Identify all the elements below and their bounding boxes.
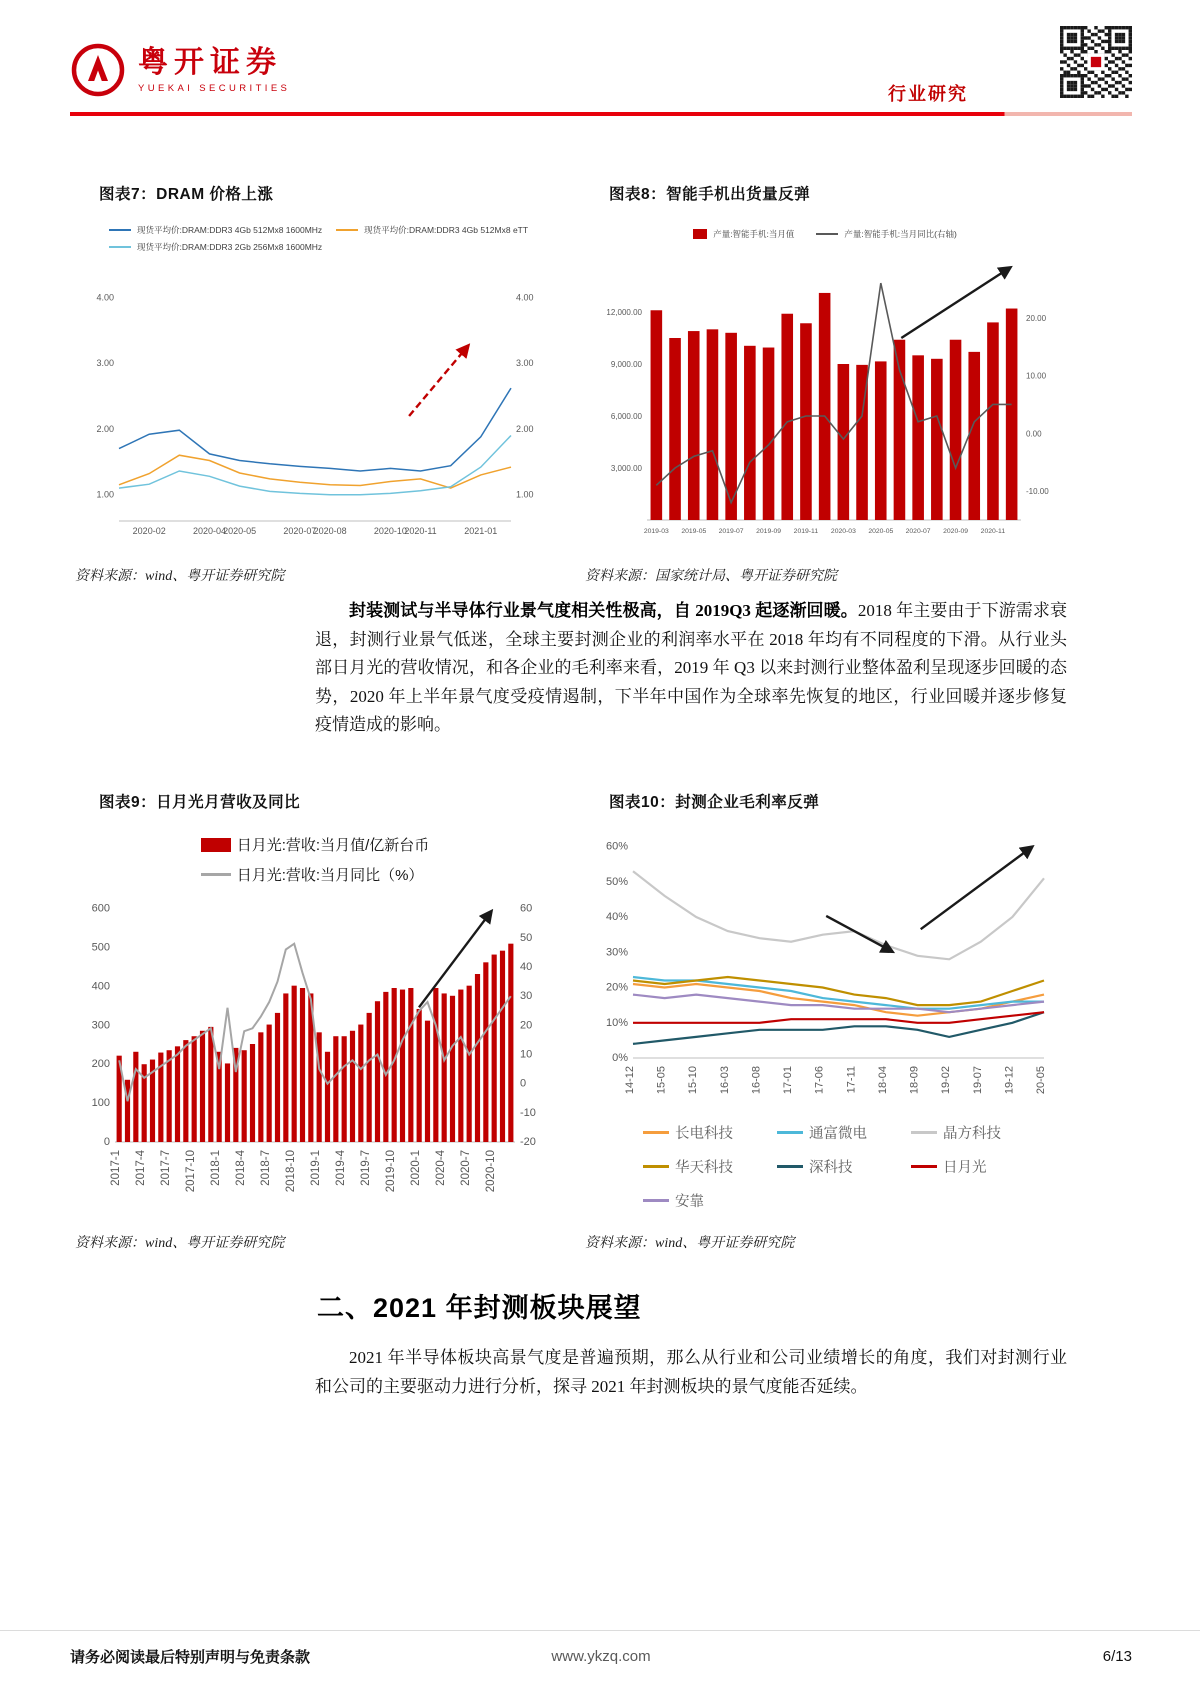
svg-text:1.00: 1.00 [516,489,534,500]
svg-text:100: 100 [91,1097,110,1110]
legend-marker-icon [643,1131,669,1134]
svg-text:10.00: 10.00 [1026,371,1047,381]
svg-text:17-01: 17-01 [782,1066,795,1095]
svg-text:30: 30 [520,990,533,1003]
body-paragraph-2: 2021 年半导体板块高景气度是普遍预期，那么从行业和公司业绩增长的角度，我们对封测行业和公司的主要驱动力进行分析，探寻 2021 年封测板块的景气度能否延续。 [315,1348,1067,1396]
svg-text:50: 50 [520,931,533,944]
brand-logo [70,42,290,98]
svg-text:60%: 60% [605,840,628,853]
legend-label: 通富微电 [809,1126,867,1142]
svg-text:2020-11: 2020-11 [980,528,1006,535]
ase-revenue-chart [75,887,555,1222]
svg-text:2019-05: 2019-05 [681,528,707,535]
legend-marker-icon [911,1131,937,1134]
figure-8-title: 图表8：智能手机出货量反弹 [609,186,811,203]
svg-text:2020-1: 2020-1 [410,1150,423,1186]
svg-text:20-05: 20-05 [1035,1066,1047,1095]
svg-text:15-10: 15-10 [687,1066,700,1095]
legend-label: 日月光:营收:当月同比（%） [236,867,424,884]
svg-text:2019-07: 2019-07 [718,528,744,535]
legend-label: 华天科技 [675,1160,733,1176]
brand-text [138,46,290,94]
svg-text:2020-7: 2020-7 [460,1150,473,1186]
legend-item [816,228,956,240]
svg-text:2020-08: 2020-08 [313,526,347,536]
figure-9 [75,790,555,1252]
legend-marker-icon [816,233,838,235]
qr-code-icon [1060,26,1132,98]
svg-text:2019-10: 2019-10 [385,1150,398,1193]
legend-marker-icon [201,873,231,876]
legend-item [201,834,430,855]
svg-text:16-08: 16-08 [750,1066,763,1095]
figure-8 [585,182,1065,585]
svg-text:17-06: 17-06 [813,1066,826,1095]
figures-row-1 [75,182,1065,585]
svg-text:-10: -10 [520,1106,536,1119]
legend-item [643,1190,733,1211]
svg-text:2017-1: 2017-1 [110,1150,123,1186]
legend-item [643,1156,733,1177]
legend-label: 日月光:营收:当月值/亿新台币 [236,837,430,854]
legend-label: 现货平均价:DRAM:DDR3 4Gb 512Mx8 eTT [364,225,529,235]
legend-item [911,1122,1001,1143]
legend-marker-icon [693,229,707,239]
legend-item [911,1156,1001,1177]
svg-text:20.00: 20.00 [1026,313,1047,323]
logo-icon [70,42,126,98]
figure-7-source: 资料来源：wind、粤开证券研究院 [75,569,285,584]
figures-row-2 [75,790,1065,1252]
figure-10-source: 资料来源：wind、粤开证券研究院 [585,1236,795,1251]
page-footer [70,1646,1132,1667]
legend-item [336,224,528,236]
svg-text:60: 60 [520,902,533,915]
figure-8-source: 资料来源：国家统计局、粤开证券研究院 [585,569,837,584]
gross-margin-chart [585,822,1065,1114]
svg-text:20: 20 [520,1019,533,1032]
legend-item [777,1156,867,1177]
footer-disclaimer: 请务必阅读最后特别声明与免责条款 [70,1649,311,1666]
svg-text:0.00: 0.00 [1026,429,1042,439]
legend-marker-icon [109,229,131,231]
svg-text:2019-11: 2019-11 [793,528,819,535]
legend-label: 安靠 [675,1194,704,1210]
svg-text:0%: 0% [612,1052,628,1064]
svg-text:18-09: 18-09 [908,1066,921,1095]
paragraph-lead-bold: 封装测试与半导体行业景气度相关性极高，自 2019Q3 起逐渐回暖。 [349,601,858,620]
svg-text:2020-4: 2020-4 [435,1150,448,1186]
svg-text:2017-4: 2017-4 [135,1150,148,1186]
svg-text:19-02: 19-02 [940,1066,953,1095]
figure-10-title: 图表10：封测企业毛利率反弹 [609,794,820,811]
svg-text:2019-4: 2019-4 [335,1150,348,1186]
figure-9-title: 图表9：日月光月营收及同比 [99,794,301,811]
svg-text:-20: -20 [520,1136,536,1148]
legend-marker-icon [109,246,131,248]
svg-text:300: 300 [91,1019,110,1032]
svg-text:16-03: 16-03 [718,1066,731,1095]
body-paragraph-1 [315,597,1067,740]
svg-text:30%: 30% [605,946,628,959]
paragraph-body-text: 2018 年主要由于下游需求衰退，封测行业景气低迷，全球主要封测企业的利润率水平在 2018 年均有不同程度的下滑。从行业头部日月光的营收情况，和各企业的毛利率来看，2019 年 Q3 以来封测行业整体盈利呈现逐步回暖的态势，2020 年上半年景气度受疫情遏制，下半年中国作为全球率先恢复的地区，行业回暖并逐步修复疫情造成的影响。 [315,601,1067,734]
svg-text:2020-05: 2020-05 [868,528,894,535]
logo-title: 粤开证券 [138,46,282,79]
svg-text:0: 0 [103,1136,110,1148]
legend-item [643,1122,733,1143]
svg-text:2020-10: 2020-10 [485,1150,498,1193]
legend-label: 产量:智能手机:当月同比(右轴) [844,229,957,239]
legend-label: 晶方科技 [943,1126,1001,1142]
legend-item [777,1122,867,1143]
footer-divider [0,1630,1200,1631]
header-divider [70,112,1132,116]
svg-text:4.00: 4.00 [96,292,114,303]
svg-text:0: 0 [520,1077,527,1090]
svg-text:3,000.00: 3,000.00 [610,464,642,473]
svg-text:200: 200 [91,1058,110,1071]
legend-label: 现货平均价:DRAM:DDR3 2Gb 256Mx8 1600MHz [137,242,323,252]
svg-text:2020-02: 2020-02 [132,526,166,536]
svg-text:9,000.00: 9,000.00 [610,360,642,369]
page-header [70,38,1132,110]
legend-label: 长电科技 [675,1126,733,1142]
legend-item [109,224,322,236]
svg-text:2019-09: 2019-09 [756,528,782,535]
svg-text:6,000.00: 6,000.00 [610,412,642,421]
svg-text:12,000.00: 12,000.00 [606,308,642,317]
svg-text:2021-01: 2021-01 [464,526,498,536]
figure-7 [75,182,555,585]
svg-text:10: 10 [520,1048,533,1061]
figure-9-source: 资料来源：wind、粤开证券研究院 [75,1236,285,1251]
legend-marker-icon [201,838,231,852]
svg-text:2020-11: 2020-11 [404,526,437,536]
svg-text:2020-03: 2020-03 [830,528,856,535]
svg-text:2019-03: 2019-03 [643,528,669,535]
legend-item [693,228,794,240]
svg-text:2020-07: 2020-07 [905,528,931,535]
svg-text:17-11: 17-11 [845,1066,858,1094]
svg-text:2018-4: 2018-4 [235,1150,248,1186]
svg-text:-10.00: -10.00 [1026,487,1049,497]
figure-7-title: 图表7：DRAM 价格上涨 [99,186,274,203]
footer-website: www.ykzq.com [551,1648,651,1665]
svg-text:18-04: 18-04 [876,1066,889,1095]
svg-text:2020-10: 2020-10 [373,526,407,536]
legend-item [109,241,322,253]
svg-text:2.00: 2.00 [516,423,534,434]
dram-price-chart [75,255,555,555]
svg-text:2018-7: 2018-7 [260,1150,273,1186]
section-heading: 二、2021 年封测板块展望 [317,1293,642,1323]
legend-label: 产量:智能手机:当月值 [713,229,795,239]
figure-8-legend [585,228,1065,240]
legend-label: 日月光 [943,1160,987,1176]
svg-text:1.00: 1.00 [96,489,114,500]
svg-text:40%: 40% [605,911,628,923]
legend-marker-icon [643,1165,669,1168]
svg-text:19-12: 19-12 [1003,1066,1016,1095]
svg-text:500: 500 [91,941,110,954]
report-category: 行业研究 [888,84,968,104]
legend-marker-icon [336,229,358,231]
legend-label: 现货平均价:DRAM:DDR3 4Gb 512Mx8 1600MHz [137,225,323,235]
figure-10 [585,790,1065,1252]
svg-text:2019-7: 2019-7 [360,1150,373,1186]
smartphone-output-chart [585,248,1065,548]
svg-text:2017-10: 2017-10 [185,1150,198,1193]
logo-subtitle: YUEKAI SECURITIES [138,83,291,94]
svg-text:2020-07: 2020-07 [283,526,317,536]
svg-text:4.00: 4.00 [516,292,534,303]
legend-marker-icon [777,1165,803,1168]
legend-marker-icon [911,1165,937,1168]
footer-page-number: 6/13 [1102,1648,1132,1665]
legend-label: 深科技 [809,1160,853,1176]
svg-text:15-05: 15-05 [655,1066,668,1095]
svg-text:2020-09: 2020-09 [943,528,969,535]
svg-text:2018-10: 2018-10 [285,1150,298,1193]
svg-text:2019-1: 2019-1 [310,1150,323,1186]
svg-text:2020-04: 2020-04 [192,526,227,536]
svg-text:14-12: 14-12 [624,1066,636,1095]
svg-text:3.00: 3.00 [96,358,114,369]
legend-item [201,864,424,885]
svg-text:40: 40 [520,961,533,973]
svg-text:2017-7: 2017-7 [160,1150,173,1186]
figure-7-legend [75,224,555,253]
svg-text:50%: 50% [605,875,628,888]
svg-text:600: 600 [91,902,110,915]
legend-marker-icon [777,1131,803,1134]
svg-text:10%: 10% [605,1016,628,1029]
svg-text:20%: 20% [605,981,628,994]
svg-text:19-07: 19-07 [971,1066,984,1095]
svg-text:2018-1: 2018-1 [210,1150,223,1186]
legend-marker-icon [643,1199,669,1202]
svg-text:2.00: 2.00 [96,423,114,434]
svg-text:2020-05: 2020-05 [223,526,257,536]
figure-9-legend [201,834,430,885]
svg-text:3.00: 3.00 [516,358,534,369]
figure-10-legend [643,1122,1065,1211]
svg-text:400: 400 [91,980,110,993]
